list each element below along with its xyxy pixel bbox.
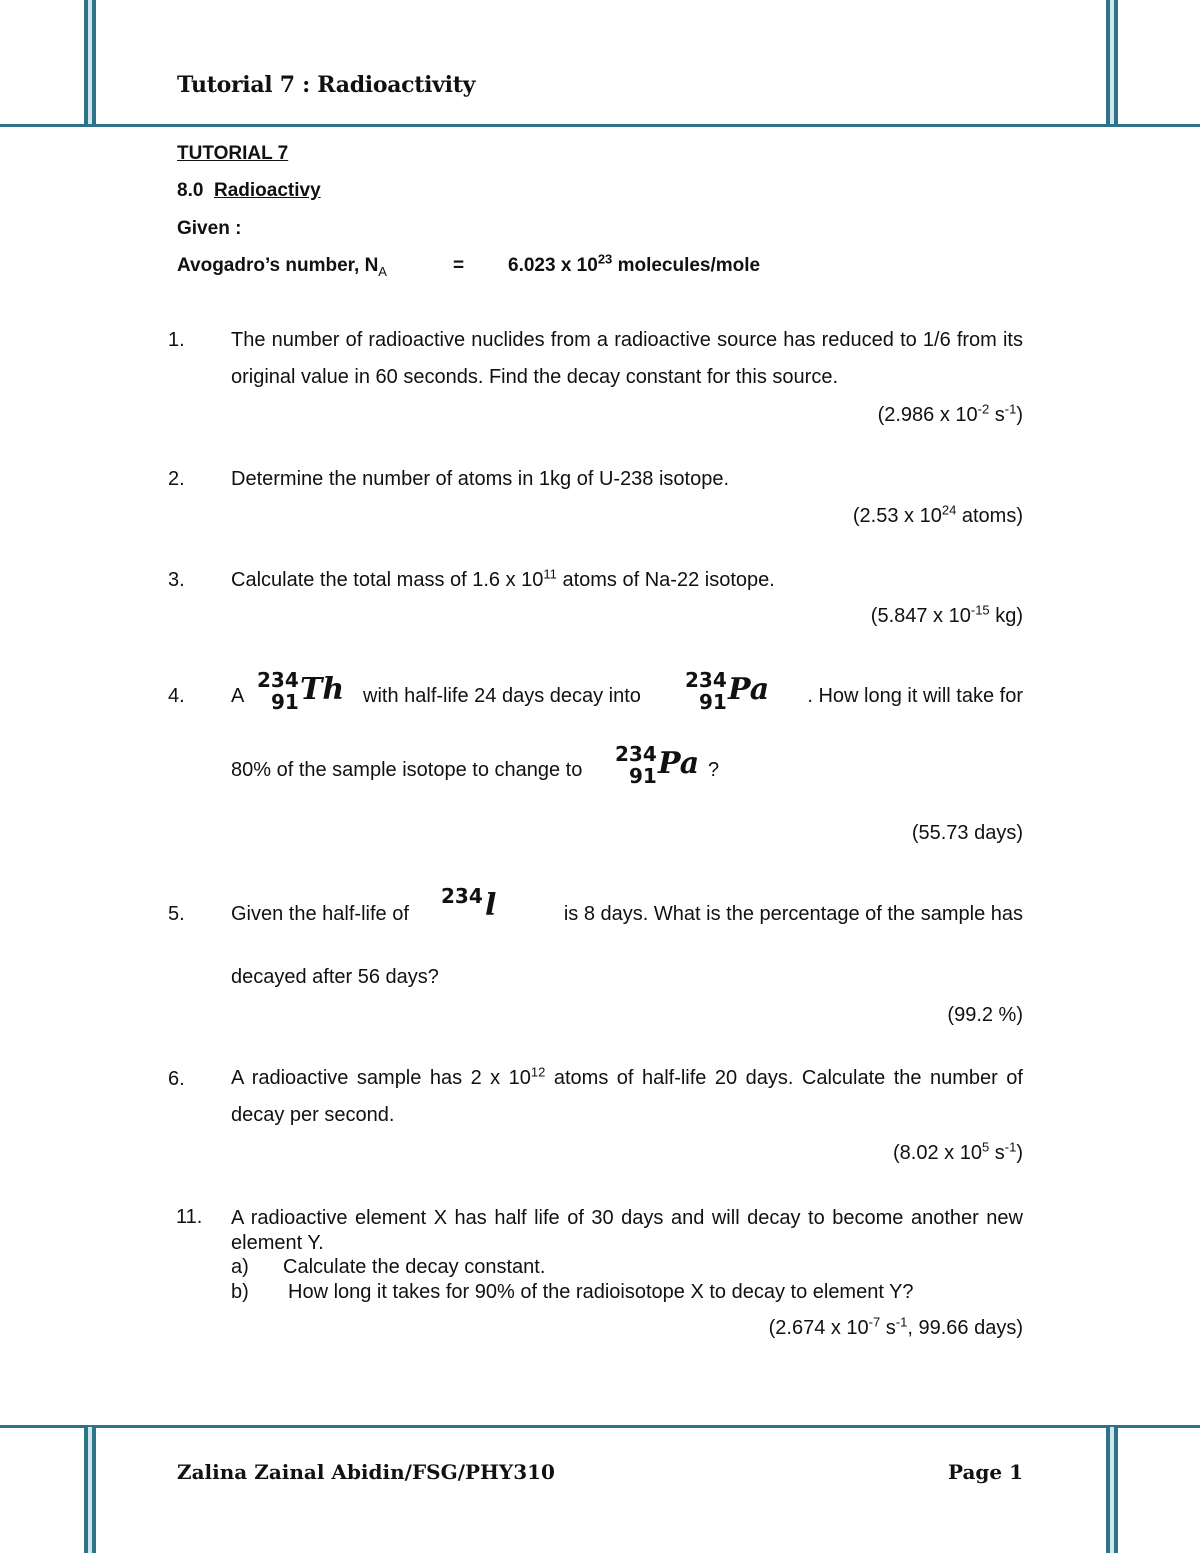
q3-number: 3. [168, 569, 185, 591]
q4-pa2-z: 91 [629, 764, 657, 788]
q11-number: 11. [176, 1206, 203, 1228]
avogadro-equals: = [453, 255, 465, 276]
q6-answer-exp1: 5 [981, 1139, 990, 1155]
q11-part-b [231, 1281, 914, 1304]
avogadro-line [177, 251, 877, 279]
q4-pa2-mass: 234 [615, 742, 657, 766]
q4-a: A [231, 685, 245, 707]
footer-rule [0, 1425, 1200, 1428]
q6-answer-a: (8.02 x 10 [893, 1142, 982, 1164]
q4-th-mass: 234 [257, 668, 299, 692]
q2-number: 2. [168, 468, 185, 490]
q6-text-exp: 12 [530, 1064, 546, 1080]
q3-answer-exp: -15 [970, 602, 990, 618]
q4-thorium-nuclide [253, 668, 351, 716]
q1-answer [877, 401, 1023, 427]
q5-number: 5. [168, 903, 185, 925]
avogadro-sub: A [378, 263, 387, 279]
q6-answer-exp2: -1 [1004, 1139, 1017, 1155]
q4-pa2-symbol: Pa [658, 746, 700, 781]
q2-answer-a: (2.53 x 10 [852, 505, 942, 527]
q4-end: . How long it will take for [807, 685, 1023, 707]
q5-b: is 8 days. What is the percentage of the sample has [563, 903, 1023, 925]
header-left-bar [84, 0, 96, 126]
q4-protactinium-nuclide-2 [611, 742, 709, 790]
footer-right-bar [1106, 1427, 1118, 1553]
q5-nuclide [437, 884, 505, 932]
q11-b-label: b) [231, 1281, 249, 1303]
header-rule [0, 124, 1200, 127]
q3-text-b: atoms of Na-22 isotope. [556, 569, 775, 591]
section-number: 8.0 [177, 180, 204, 201]
q4-line2-text: 80% of the sample isotope to change to [231, 759, 583, 781]
q6-text-b: atoms of half-life 20 days. Calculate the number of decay per second. [231, 1067, 1023, 1126]
q3-text-exp: 11 [543, 566, 557, 582]
q5-a: Given the half-life of [231, 903, 409, 925]
q5-answer: (99.2 %) [947, 1004, 1023, 1026]
avogadro-unit: molecules/mole [617, 255, 761, 276]
q2-answer-exp: 24 [941, 502, 957, 518]
q4-pa-z: 91 [699, 690, 727, 714]
q4-pa-symbol: Pa [728, 672, 770, 707]
section-heading [177, 180, 321, 202]
q6-answer [893, 1139, 1023, 1165]
q3-answer [870, 602, 1023, 628]
q11-answer-c: , 99.66 days) [907, 1317, 1023, 1339]
q1-answer-a: (2.986 x 10 [877, 404, 978, 426]
q1-answer-b: s [989, 404, 1005, 426]
header-right-bar [1106, 0, 1118, 126]
q4-th-symbol: Th [300, 672, 345, 707]
q4-line1 [231, 668, 1023, 718]
header-title: Tutorial 7 : Radioactivity [177, 72, 476, 98]
q5-line1 [231, 884, 1023, 934]
q11-answer [768, 1314, 1023, 1340]
q11-answer-a: (2.674 x 10 [768, 1317, 869, 1339]
q1-answer-c: ) [1016, 404, 1023, 426]
avogadro-exponent: 23 [597, 251, 613, 267]
q4-line2 [231, 742, 831, 792]
q11-a-text: Calculate the decay constant. [283, 1256, 546, 1278]
q11-answer-exp1: -7 [868, 1314, 881, 1330]
q1-answer-exp2: -1 [1004, 401, 1017, 417]
avogadro-label: Avogadro’s number, N [177, 255, 379, 276]
footer-author: Zalina Zainal Abidin/FSG/PHY310 [177, 1460, 555, 1484]
q2-answer-b: atoms) [956, 505, 1023, 527]
q4-number: 4. [168, 685, 185, 707]
q11-answer-exp2: -1 [895, 1314, 908, 1330]
avogadro-value: 6.023 x 10 [508, 255, 598, 276]
q11-part-a [231, 1256, 546, 1279]
q2-text: Determine the number of atoms in 1kg of U-238 isotope. [231, 468, 730, 490]
q1-number: 1. [168, 329, 185, 351]
tutorial-heading: TUTORIAL 7 [177, 143, 289, 164]
given-label: Given : [177, 218, 242, 239]
q11-a-label: a) [231, 1256, 249, 1278]
q4-pa-mass: 234 [685, 668, 727, 692]
q6-answer-b: s [989, 1142, 1005, 1164]
q3-answer-b: kg) [989, 605, 1023, 627]
q11-text: A radioactive element X has half life of 30 days and will decay to become another new element Y. [231, 1207, 1023, 1254]
q6-text-a: A radioactive sample has 2 x 10 [231, 1067, 531, 1089]
q4-th-z: 91 [271, 690, 299, 714]
q5-line2: decayed after 56 days? [231, 966, 439, 988]
q4-mid: with half-life 24 days decay into [363, 685, 641, 707]
q3-text [231, 562, 1023, 599]
q2-answer [852, 502, 1023, 528]
footer-page-number: Page 1 [947, 1460, 1023, 1484]
q6-number: 6. [168, 1068, 185, 1090]
q11-b-text: How long it takes for 90% of the radioisotope X to decay to element Y? [288, 1281, 914, 1303]
q4-question-mark: ? [708, 759, 720, 781]
q3-answer-a: (5.847 x 10 [870, 605, 971, 627]
avogadro-value-wrap [508, 251, 761, 277]
q5-mass: 234 [441, 884, 483, 908]
q5-symbol: l [485, 888, 497, 923]
q3-text-a: Calculate the total mass of 1.6 x 10 [231, 569, 544, 591]
q4-protactinium-nuclide [681, 668, 779, 716]
q1-answer-exp1: -2 [977, 401, 990, 417]
q11-answer-b: s [880, 1317, 896, 1339]
section-title: Radioactivy [213, 180, 321, 201]
footer-left-bar [84, 1427, 96, 1553]
q6-answer-c: ) [1016, 1142, 1023, 1164]
q4-answer: (55.73 days) [911, 822, 1023, 844]
q6-text [231, 1060, 1023, 1134]
q1-text: The number of radioactive nuclides from a radioactive source has reduced to 1/6 from its original value in 60 seconds. Find the decay constant for this source. [231, 329, 1023, 388]
